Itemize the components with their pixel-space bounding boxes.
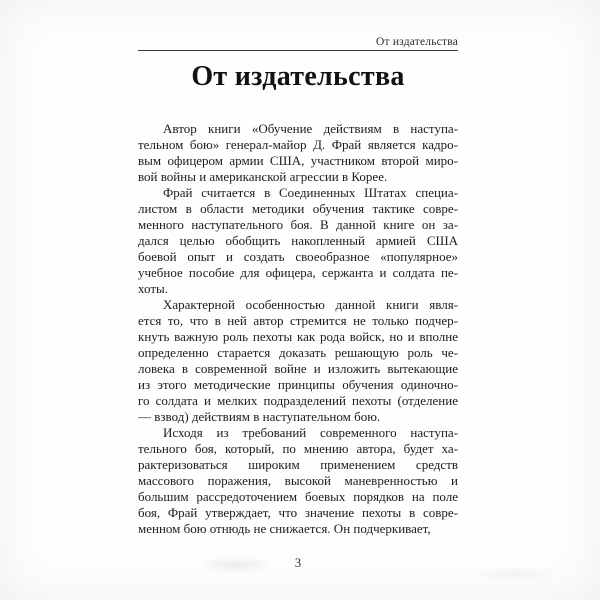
text-line: ется то, что в ней автор стремится не только подчер- xyxy=(138,313,458,328)
text-line: дался целью обобщить накопленный армией США xyxy=(138,233,458,248)
text-line: менного наступательного боя. В данной книге он за- xyxy=(138,217,458,232)
header-rule xyxy=(138,50,458,51)
paragraph xyxy=(138,185,458,297)
paragraph xyxy=(138,297,458,425)
text-line: — взвод) действиям в наступательном бою. xyxy=(138,409,381,424)
text-line: учебное пособие для офицера, сержанта и солдата пе- xyxy=(138,265,458,280)
text-line: тельном бою» генерал-майор Д. Фрай является кадро- xyxy=(138,137,458,152)
text-line: вой войны и американской агрессии в Корее. xyxy=(138,169,388,184)
text-line: рактеризоваться широким применением средств xyxy=(138,457,458,472)
text-line: массового поражения, высокой маневренностью и xyxy=(138,473,458,488)
text-line: из этого методические принципы обучения одиночно- xyxy=(138,377,458,392)
text-line: го солдата и мелких подразделений пехоты (отделение xyxy=(138,393,458,408)
running-head: От издательства xyxy=(376,36,458,48)
text-line: Характерной особенностью данной книги явля- xyxy=(163,297,458,312)
paragraph xyxy=(138,121,458,185)
text-line: большим рассредоточением боевых порядков на поле xyxy=(138,489,458,504)
body-text xyxy=(138,121,458,537)
scan-smudge xyxy=(470,566,560,582)
page-title: От издательства xyxy=(191,61,405,92)
paragraph xyxy=(138,425,458,537)
text-line: боя, Фрай утверждает, что значение пехоты в совре- xyxy=(138,505,458,520)
text-line: вым офицером армии США, участником второй миро- xyxy=(138,153,458,168)
text-line: тельного боя, который, по мнению автора, будет ха- xyxy=(138,441,458,456)
text-line: листом в области методики обучения тактике совре- xyxy=(138,201,458,216)
text-line: хоты. xyxy=(138,281,168,296)
text-line: менном бою отнюдь не снижается. Он подчеркивает, xyxy=(138,521,431,536)
text-line: кнуть важную роль пехоты как рода войск, но и вполне xyxy=(138,329,458,344)
text-line: Автор книги «Обучение действиям в наступа- xyxy=(163,121,458,136)
text-line: Фрай считается в Соединенных Штатах специа- xyxy=(163,185,458,200)
page-number: 3 xyxy=(294,556,302,570)
text-line: ловека в современной войне и изложить вытекающие xyxy=(138,361,458,376)
text-line: определенно старается доказать решающую роль че- xyxy=(138,345,458,360)
text-line: Исходя из требований современного наступа- xyxy=(163,425,458,440)
text-line: боевой опыт и создать своеобразное «популярное» xyxy=(138,249,458,264)
